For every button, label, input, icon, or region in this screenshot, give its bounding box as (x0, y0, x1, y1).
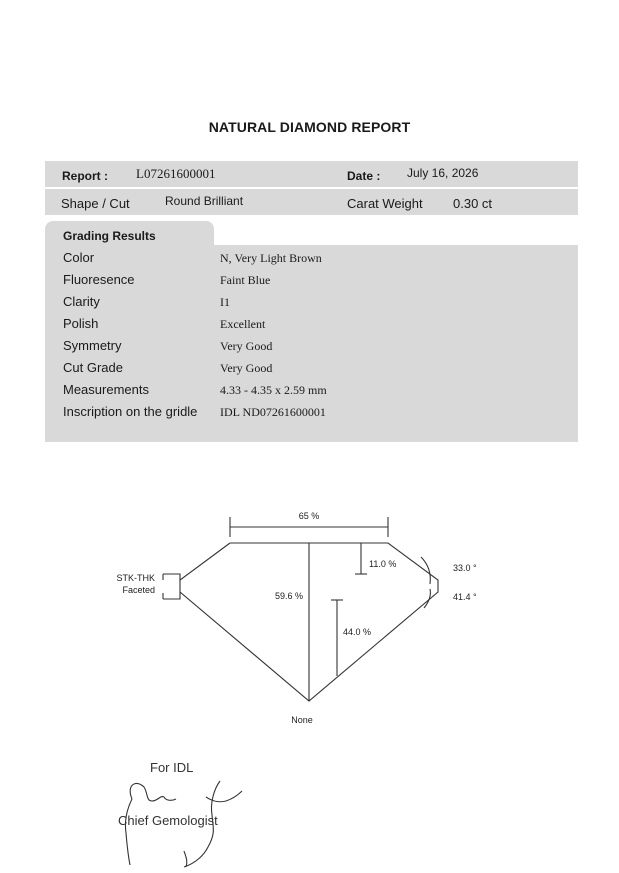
grading-key: Symmetry (63, 338, 122, 353)
grading-results-label: Grading Results (63, 229, 156, 243)
grading-key: Fluoresence (63, 272, 135, 287)
total-depth-label: 59.6 % (275, 591, 304, 601)
grading-value: IDL ND07261600001 (220, 405, 326, 419)
shape-cut-value: Round Brilliant (165, 194, 244, 208)
grading-key: Color (63, 250, 95, 265)
date-value: July 16, 2026 (407, 166, 479, 180)
pavilion-angle-arc (424, 589, 430, 608)
grading-value: Very Good (220, 361, 273, 375)
table-pct-label: 65 % (298, 511, 320, 521)
signature-stamp (100, 755, 250, 870)
culet-label: None (291, 715, 313, 725)
crown-height-label: 11.0 % (369, 559, 397, 569)
grading-key: Inscription on the gridle (63, 404, 198, 419)
pavilion-angle-label: 41.4 ° (453, 592, 477, 602)
crown-angle-label: 33.0 ° (453, 563, 477, 573)
grading-value: I1 (220, 295, 230, 309)
carat-weight-value: 0.30 ct (453, 196, 493, 211)
girdle-finish-label: Faceted (122, 585, 155, 595)
shape-cut-label: Shape / Cut (61, 196, 130, 211)
signature-role-text: Chief Gemologist (118, 813, 218, 828)
report-title: NATURAL DIAMOND REPORT (208, 119, 411, 135)
date-label: Date : (347, 169, 381, 183)
girdle-bracket (163, 574, 180, 580)
grading-key: Polish (63, 316, 99, 331)
grading-value: Excellent (220, 317, 266, 331)
pavilion-depth-label: 44.0 % (343, 627, 372, 637)
grading-key: Measurements (63, 382, 149, 397)
grading-value: N, Very Light Brown (220, 251, 322, 265)
carat-weight-label: Carat Weight (347, 196, 423, 211)
grading-key: Cut Grade (63, 360, 123, 375)
grading-value: Faint Blue (220, 273, 271, 287)
grading-value: 4.33 - 4.35 x 2.59 mm (220, 383, 327, 397)
grading-value: Very Good (220, 339, 273, 353)
girdle-thickness-label: STK-THK (116, 573, 155, 583)
signature-for-text: For IDL (150, 760, 194, 775)
grading-key: Clarity (63, 294, 100, 309)
report-number-label: Report : (62, 169, 108, 183)
report-number-value: L07261600001 (136, 166, 216, 181)
